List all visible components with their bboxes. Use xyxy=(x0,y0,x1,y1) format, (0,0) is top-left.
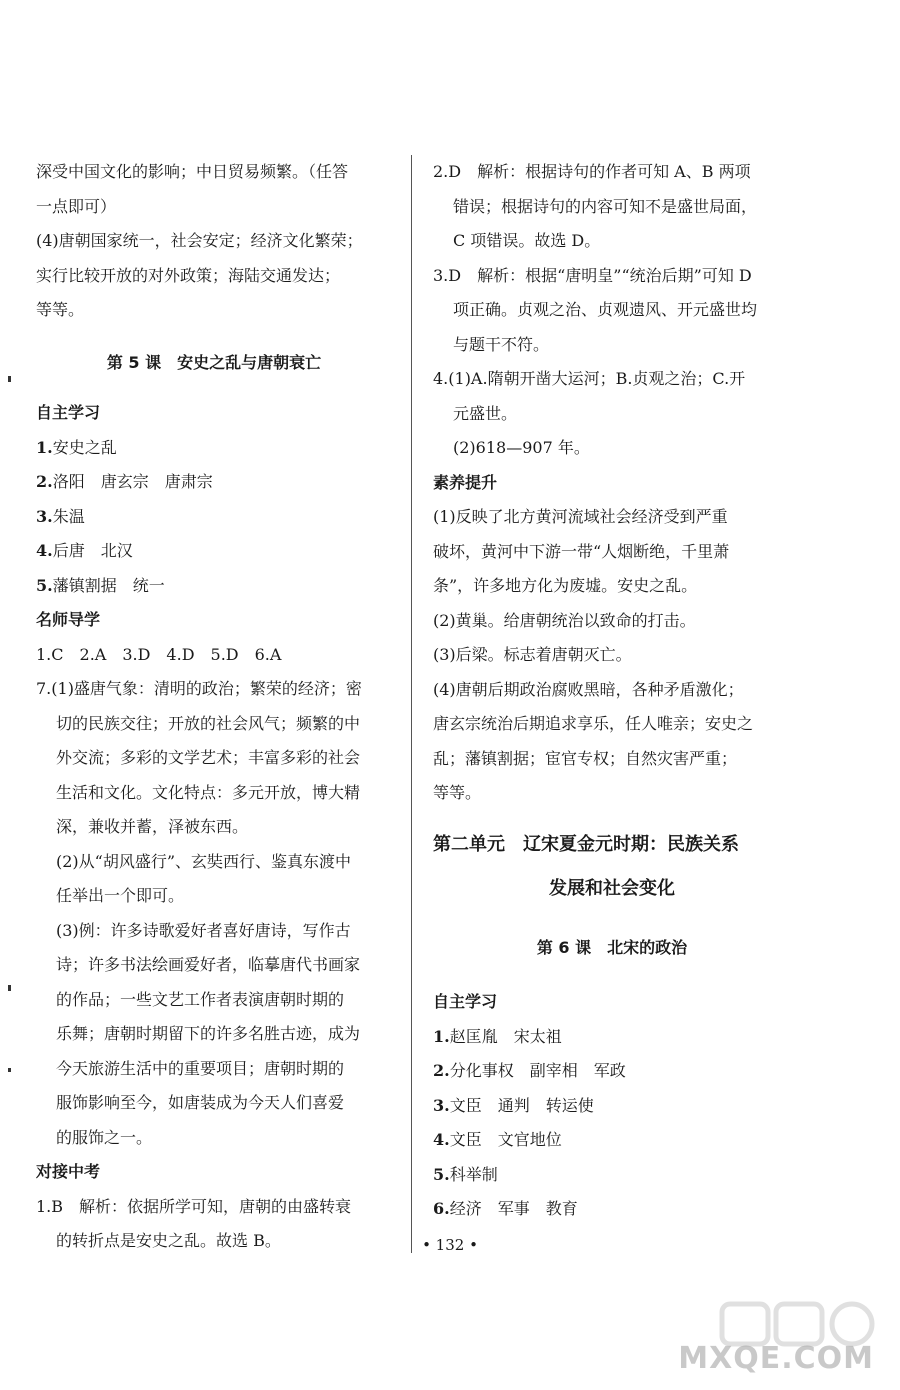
duijie-question-1: 1.B 解析：依据所学可知，唐朝的由盛转衰 的转折点是安史之乱。故选 B。 xyxy=(36,1196,352,1250)
question-2: 2.D 解析：根据诗句的作者可知 A、B 两项 错误；根据诗句的内容可知不是盛世局面， C 项错误。故选 D。 xyxy=(433,162,758,250)
list-item: 2.分化事权 副宰相 军政 xyxy=(433,1061,626,1080)
intro-paragraph: 深受中国文化的影响；中日贸易频繁。（任答 一点即可） xyxy=(36,162,349,216)
list-item: 3.朱温 xyxy=(36,506,85,526)
suyang-paragraph-1: (1)反映了北方黄河流域社会经济受到严重 破坏，黄河中下游一带“人烟断绝，千里萧 条”，许多地方化为废墟。安史之乱。 xyxy=(433,507,730,595)
section-heading-zizhu: 自主学习 xyxy=(36,403,101,422)
column-divider xyxy=(411,155,412,1253)
list-item: 4.文臣 文官地位 xyxy=(433,1130,562,1149)
question-3: 3.D 解析：根据“唐明皇”“统治后期”可知 D 项正确。贞观之治、贞观遗风、开元盛世均 与题干不符。 xyxy=(433,265,758,354)
list-item: 1.赵匡胤 宋太祖 xyxy=(433,1026,562,1046)
watermark-text: MXQE.COM xyxy=(678,1341,874,1376)
suyang-paragraph-2: (2)黄巢。给唐朝统治以致命的打击。 xyxy=(433,610,696,630)
list-item: 6.经济 军事 教育 xyxy=(433,1199,578,1218)
list-item: 4.后唐 北汉 xyxy=(36,541,133,560)
list-item: 1.安史之乱 xyxy=(36,437,117,457)
lesson-5-title: 第 5 课 安史之乱与唐朝衰亡 xyxy=(106,352,322,372)
right-column xyxy=(433,155,791,1227)
list-item: 2.洛阳 唐玄宗 唐肃宗 xyxy=(36,472,213,491)
question-7: 7.(1)盛唐气象：清明的政治；繁荣的经济；密 切的民族交往；开放的社会风气；频繁的中 外交流；多彩的文学艺术；丰富多彩的社会 生活和文化。文化特点：多元开放，博大精 深，兼收并蓄，泽被东西。 (2)从“胡风盛行”、玄奘西行、鉴真东渡中 任举出一个即可。 (3)例：许多诗歌爱好者喜好唐诗，写作古 诗；许多书法绘画爱好者，临摹唐代书画家 的作品；一些文艺工作者表演唐朝时期的 乐舞；唐朝时期留下的许多名胜古迹，成为 今天旅游生活中的重要项目；唐朝时期的 服饰影响至今，如唐装成为今天人们喜爱 的服饰之一。 xyxy=(36,679,362,1147)
suyang-paragraph-4: (4)唐朝后期政治腐败黑暗，各种矛盾激化； 唐玄宗统治后期追求享乐，任人唯亲；安史之 乱；藩镇割据；宦官专权；自然灾害严重； 等等。 xyxy=(433,679,754,802)
scan-mark xyxy=(8,985,11,991)
list-item: 5.科举制 xyxy=(433,1164,498,1184)
scan-mark xyxy=(8,376,11,382)
left-column xyxy=(36,155,392,1259)
list-item: 3.文臣 通判 转运使 xyxy=(433,1095,594,1115)
zizhu-list xyxy=(36,431,392,604)
mingshi-answers: 1.C 2.A 3.D 4.D 5.D 6.A xyxy=(36,644,282,664)
suyang-paragraph-3: (3)后梁。标志着唐朝灭亡。 xyxy=(433,645,632,664)
unit-2-title: 第二单元 辽宋夏金元时期：民族关系 发展和社会变化 xyxy=(433,833,739,899)
page-number: • 132 • xyxy=(422,1236,478,1254)
section-heading-duijie: 对接中考 xyxy=(36,1162,101,1181)
section-heading-mingshi: 名师导学 xyxy=(36,610,101,629)
scan-mark xyxy=(8,1068,11,1072)
section-heading-zizhu-6: 自主学习 xyxy=(433,992,498,1011)
question-4: 4.(1)A.隋朝开凿大运河；B.贞观之治；C.开 元盛世。 (2)618—907 年。 xyxy=(433,369,746,457)
list-item: 5.藩镇割据 统一 xyxy=(36,575,165,595)
lesson-6-title: 第 6 课 北宋的政治 xyxy=(536,937,688,957)
zizhu-list-6 xyxy=(433,1020,791,1227)
intro-paragraph-4: (4)唐朝国家统一，社会安定；经济文化繁荣； 实行比较开放的对外政策；海陆交通发达； 等等。 xyxy=(36,231,363,319)
section-heading-suyang: 素养提升 xyxy=(433,472,498,492)
